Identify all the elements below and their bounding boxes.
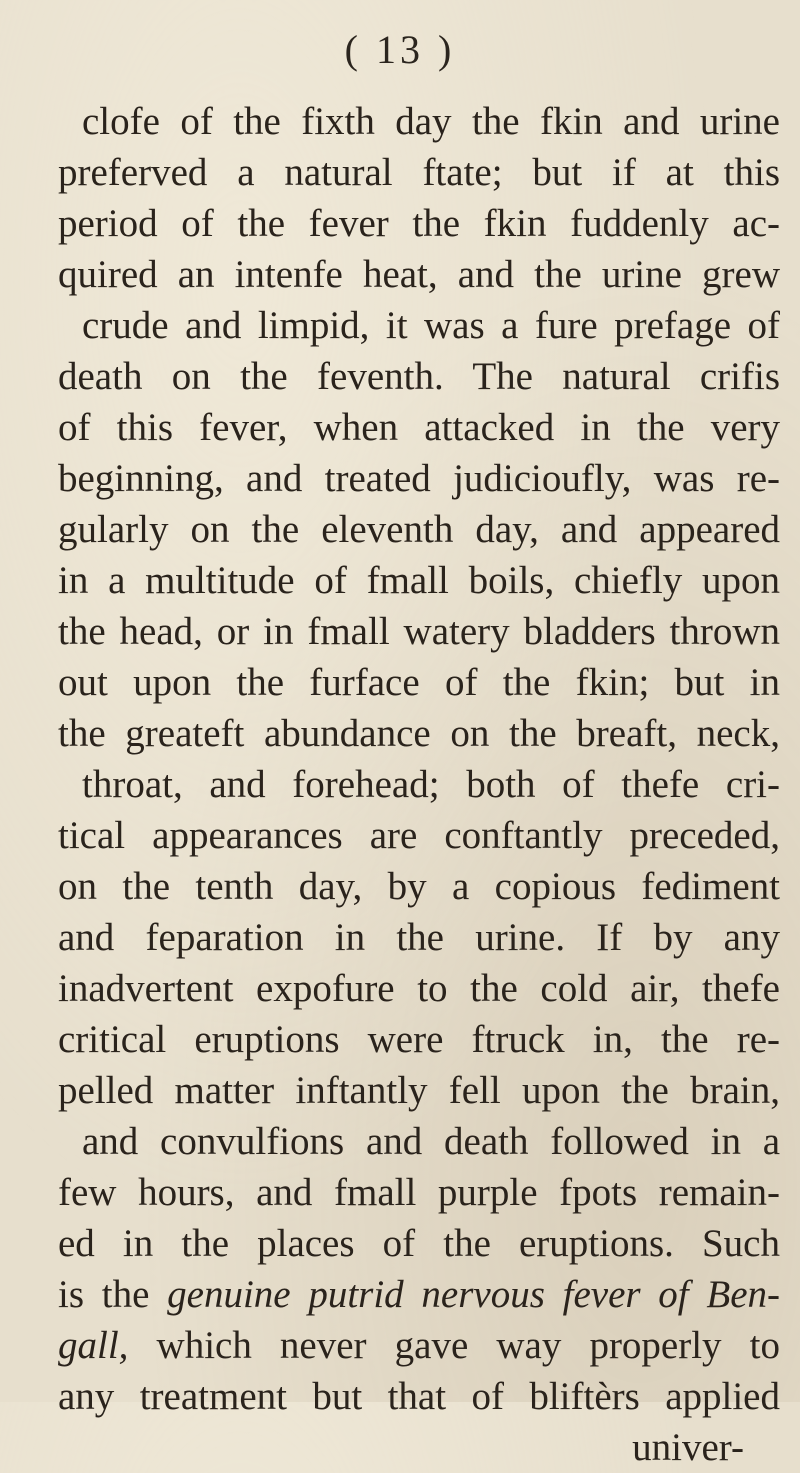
body-text <box>58 96 780 1473</box>
text-line-25-italic: gall, <box>58 1324 129 1367</box>
text-line-15: tical appearances are conftantly preceded, <box>58 814 780 857</box>
text-line-9: gularly on the eleventh day, and appeared <box>58 508 780 551</box>
page-number: ( 13 ) <box>344 27 456 72</box>
text-line-23: ed in the places of the eruptions. Such <box>58 1222 780 1265</box>
text-line-22: few hours, and fmall purple fpots remain- <box>58 1171 780 1214</box>
text-line-20: pelled matter inftantly fell upon the brain, <box>58 1069 780 1112</box>
text-line-24 <box>58 1269 780 1320</box>
text-line-12: out upon the furface of the fkin; but in <box>58 661 780 704</box>
text-line-4: quired an intenfe heat, and the urine grew <box>58 253 780 296</box>
text-line-5: crude and limpid, it was a fure prefage of <box>82 304 780 347</box>
text-line-18: inadvertent expofure to the cold air, thefe <box>58 967 780 1010</box>
text-line-6: death on the feventh. The natural crifis <box>58 355 780 398</box>
text-line-24-italic: genuine putrid nervous fever of Ben- <box>167 1273 780 1316</box>
text-line-26: any treatment but that of bliftèrs applied <box>58 1375 780 1418</box>
text-line-21: and convulfions and death followed in a <box>82 1120 780 1163</box>
catchword: univer- <box>632 1426 744 1469</box>
text-line-25 <box>58 1320 780 1371</box>
text-line-1: clofe of the fixth day the fkin and urine <box>82 100 780 143</box>
text-line-8: beginning, and treated judicioufly, was re- <box>58 457 780 500</box>
text-line-25-roman: which never gave way properly to <box>128 1324 780 1367</box>
text-line-16: on the tenth day, by a copious fediment <box>58 865 780 908</box>
text-line-3: period of the fever the fkin fuddenly ac- <box>58 202 780 245</box>
text-line-24-roman: is the <box>58 1273 168 1316</box>
text-line-17: and feparation in the urine. If by any <box>58 916 780 959</box>
text-line-14: throat, and forehead; both of thefe cri- <box>82 763 780 806</box>
text-line-11: the head, or in fmall watery bladders thrown <box>58 610 780 653</box>
text-line-13: the greateft abundance on the breaft, neck, <box>58 712 780 755</box>
text-line-19: critical eruptions were ftruck in, the re- <box>58 1018 780 1061</box>
text-line-10: in a multitude of fmall boils, chiefly upon <box>58 559 780 602</box>
text-line-2: preferved a natural ftate; but if at this <box>58 151 780 194</box>
text-line-7: of this fever, when attacked in the very <box>58 406 780 449</box>
